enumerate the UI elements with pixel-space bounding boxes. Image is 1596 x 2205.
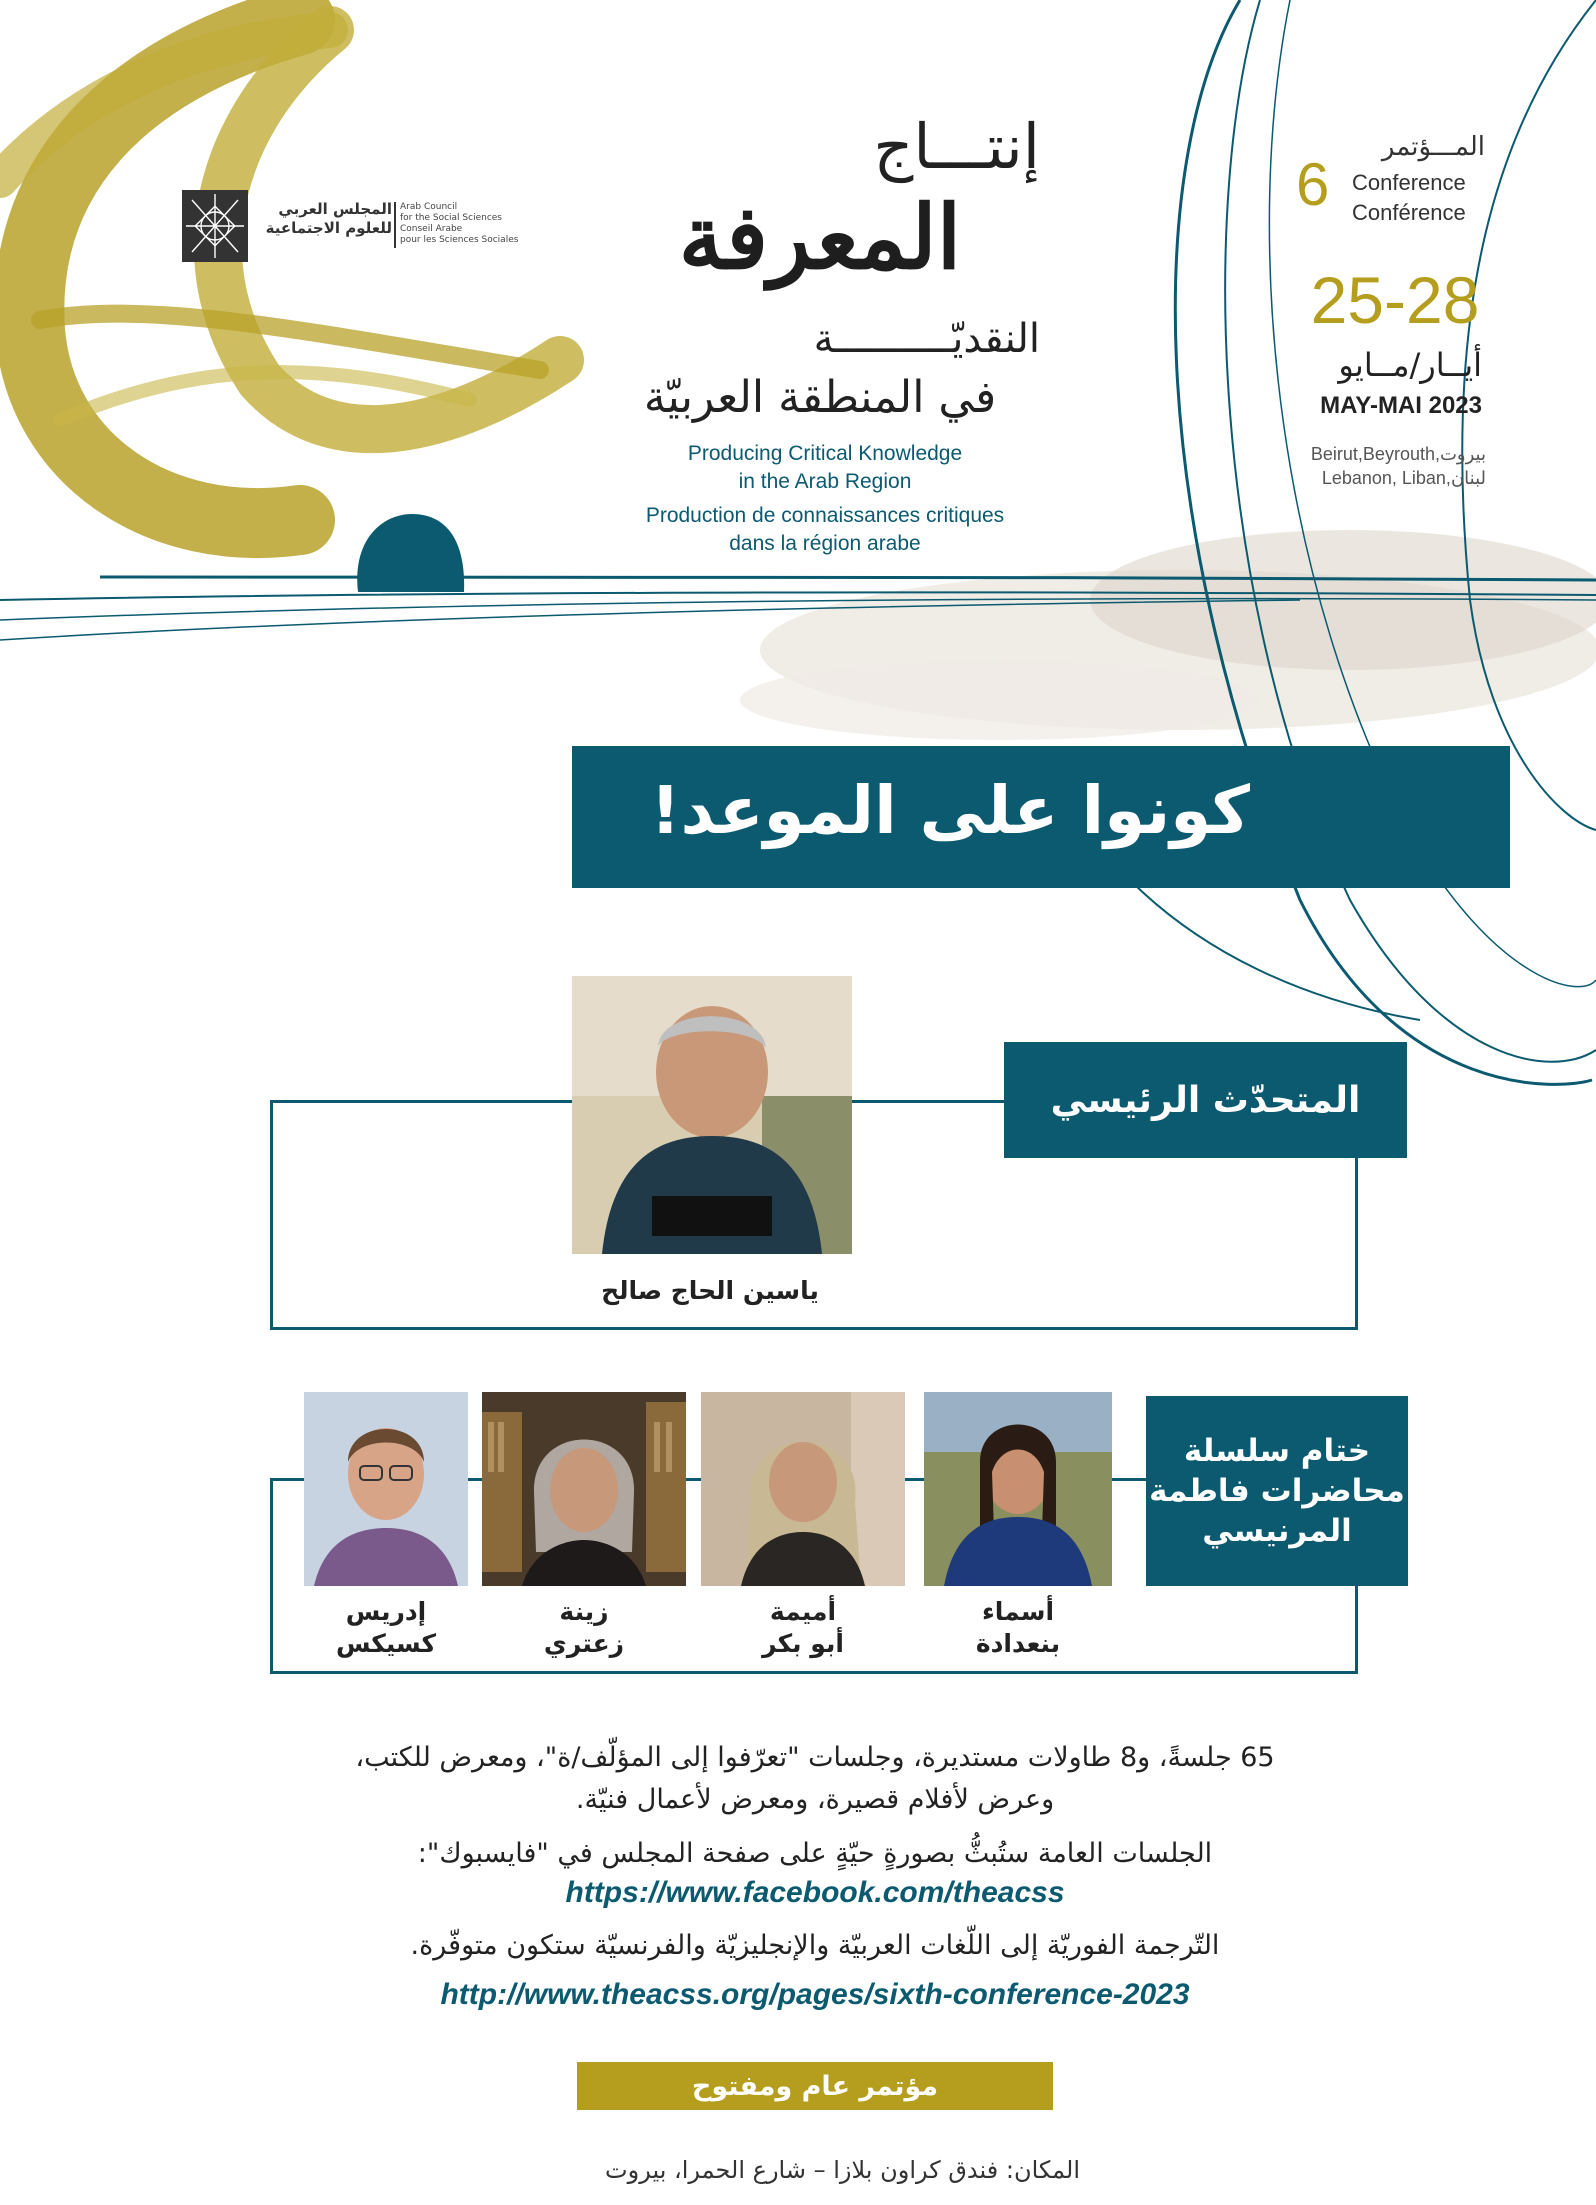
acss-name-en-line2: for the Social Sciences xyxy=(400,213,502,223)
speaker-name-omaima xyxy=(701,1596,905,1660)
acss-name-en-line1: Arab Council xyxy=(400,202,458,212)
save-the-date-banner xyxy=(572,746,1510,888)
speaker-name-line1: أسماء xyxy=(981,1597,1055,1626)
portrait-man-icon xyxy=(304,1392,468,1586)
speaker-name-line2: كسيكس xyxy=(335,1629,437,1658)
title-english xyxy=(580,440,1070,496)
title-fr-line2: dans la région arabe xyxy=(729,532,921,555)
program-summary-line1: 65 جلسةً، و8 طاولات مستديرة، وجلسات "تعرّفوا إلى المؤلّف/ة"، ومعرض للكتب، xyxy=(355,1742,1275,1773)
speaker-name-line2: زعتري xyxy=(543,1629,625,1658)
translation-note: التّرجمة الفوريّة إلى اللّغات العربيّة والإنجليزيّة والفرنسيّة ستكون متوفّرة. xyxy=(410,1930,1220,1961)
acss-name-fr-line1: Conseil Arabe xyxy=(400,224,463,234)
acss-divider xyxy=(394,202,396,248)
keynote-label: المتحدّث الرئيسي xyxy=(1004,1042,1407,1158)
speaker-name-line1: أميمة xyxy=(769,1597,837,1626)
portrait-woman-icon xyxy=(701,1392,905,1586)
speaker-name-asmaa xyxy=(924,1596,1112,1660)
venue-text: المكان: فندق كراون بلازا – شارع الحمرا، بيروت xyxy=(605,2156,1080,2184)
speaker-name-line2: بنعدادة xyxy=(975,1629,1061,1658)
portrait-woman-icon xyxy=(482,1392,686,1586)
title-ar-line4: في المنطقة العربيّة xyxy=(643,372,997,423)
title-ar-line1: إنتـــاج xyxy=(873,110,1040,183)
speaker-name-driss xyxy=(304,1596,468,1660)
speaker-name-line1: إدريس xyxy=(345,1597,427,1626)
title-en-line1: Producing Critical Knowledge xyxy=(687,442,963,465)
facebook-link[interactable]: https://www.facebook.com/theacss xyxy=(565,1876,1065,1909)
keynote-speaker-name: ياسين الحاج صالح xyxy=(601,1276,819,1305)
acss-name-fr-line2: pour les Sciences Sociales xyxy=(400,235,519,245)
conference-month-ar: أيــار/مــايو xyxy=(1338,346,1482,384)
title-ar-line2: المعرفة xyxy=(678,185,962,289)
portrait-woman-icon xyxy=(924,1392,1112,1586)
conference-month-en: MAY-MAI 2023 xyxy=(1320,392,1482,419)
conference-label-ar: المـــؤتمر xyxy=(1381,132,1485,162)
conference-label-en: Conference xyxy=(1352,170,1466,195)
conference-number: 6 xyxy=(1296,151,1330,218)
speaker-photo-omaima xyxy=(701,1392,905,1586)
acss-name-ar-line1: المجلس العربي xyxy=(278,200,392,218)
program-summary-line2: وعرض لأفلام قصيرة، ومعرض لأعمال فنيّة. xyxy=(575,1784,1055,1815)
location-line2: Lebanon, Liban,لبنان xyxy=(1321,468,1486,488)
acss-name-arabic xyxy=(252,200,392,238)
title-ar-line3: النقديّــــــــــة xyxy=(813,316,1040,362)
location-line1: Beirut,Beyrouth,بيروت xyxy=(1310,444,1486,464)
acss-logo xyxy=(182,190,522,270)
conference-dates: 25-28 xyxy=(1310,263,1480,337)
conference-label-fr: Conférence xyxy=(1352,200,1466,225)
speaker-photo-zeina xyxy=(482,1392,686,1586)
keynote-speaker-photo xyxy=(572,976,852,1254)
speaker-name-zeina xyxy=(482,1596,686,1660)
acss-name-latin xyxy=(400,202,550,246)
title-fr-line1: Production de connaissances critiques xyxy=(645,504,1005,527)
title-en-line2: in the Arab Region xyxy=(738,470,912,493)
speaker-photo-driss xyxy=(304,1392,468,1586)
conference-website-link[interactable]: http://www.theacss.org/pages/sixth-conference-2023 xyxy=(440,1978,1190,2011)
acss-emblem-icon xyxy=(182,190,248,262)
speaker-name-line1: زينة xyxy=(559,1597,609,1626)
acss-name-ar-line2: للعلوم الاجتماعية xyxy=(265,219,392,237)
speaker-photo-asmaa xyxy=(924,1392,1112,1586)
series-label: ختام سلسلة محاضرات فاطمة المرنيسي xyxy=(1146,1396,1408,1586)
open-conference-badge: مؤتمر عام ومفتوح xyxy=(577,2062,1053,2110)
portrait-man-icon xyxy=(572,976,852,1254)
title-french xyxy=(580,502,1070,558)
livestream-note: الجلسات العامة ستُبثُّ بصورةٍ حيّةٍ على صفحة المجلس في "فايسبوك": xyxy=(417,1838,1213,1869)
banner-text: كونوا على الموعد! xyxy=(650,772,1250,849)
speaker-name-line2: أبو بكر xyxy=(762,1629,844,1658)
